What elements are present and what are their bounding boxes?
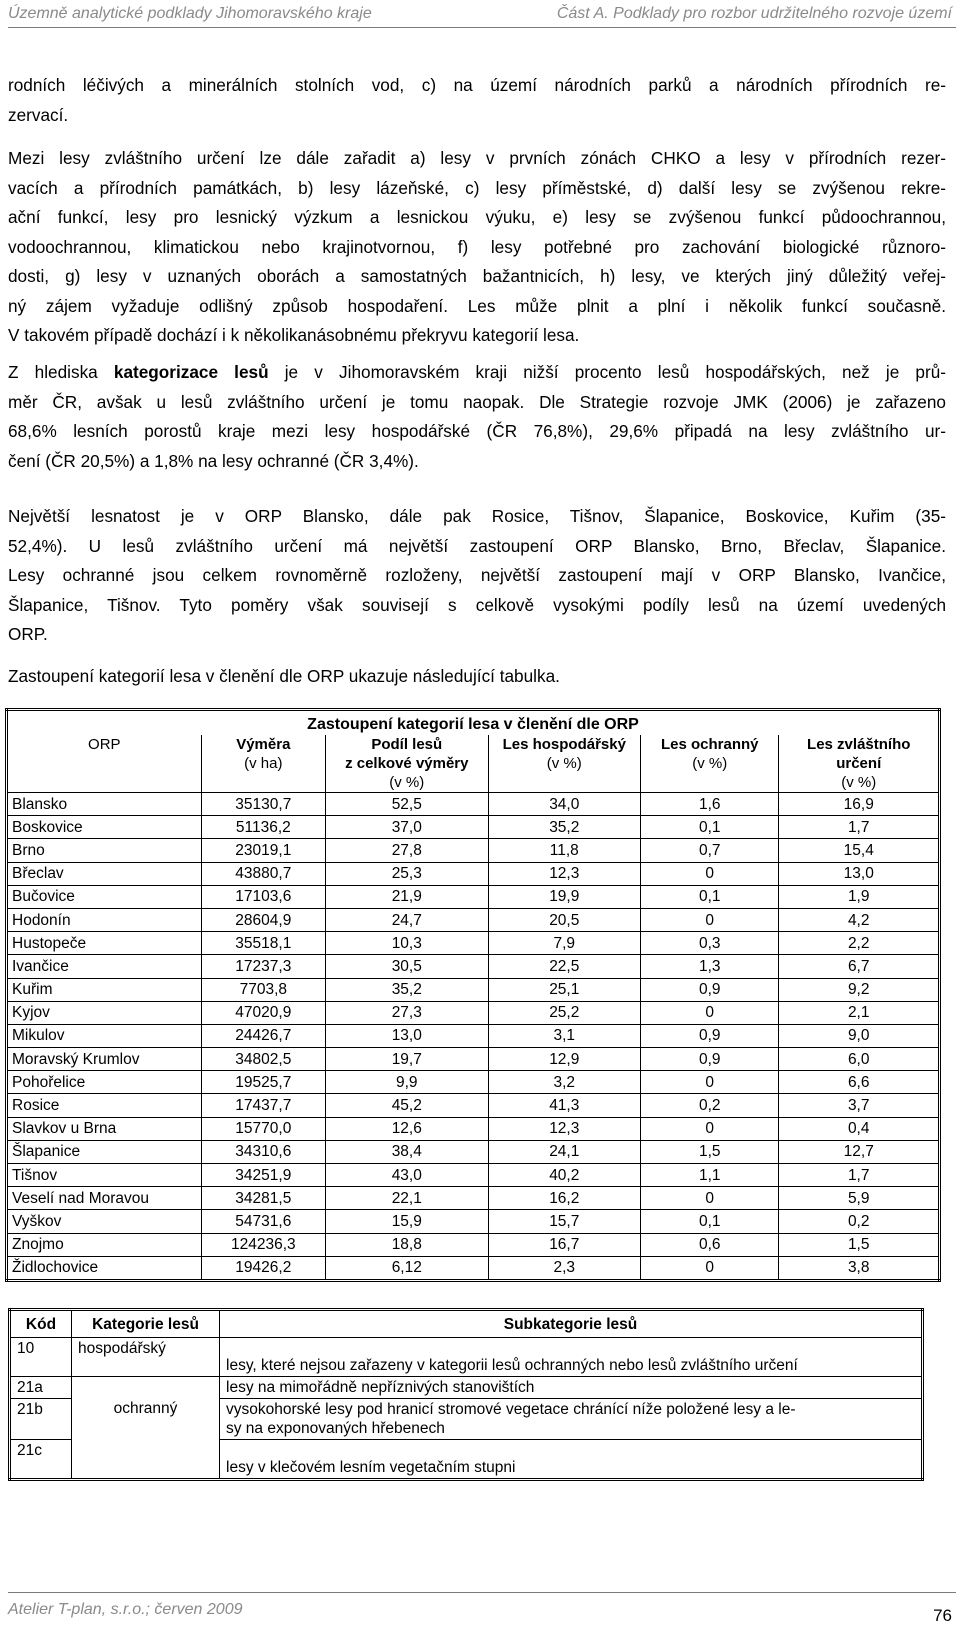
value-cell: 35518,1 bbox=[201, 932, 325, 955]
forest-category-table bbox=[5, 708, 941, 1282]
category-cell: ochranný bbox=[72, 1377, 220, 1480]
value-cell: 30,5 bbox=[326, 955, 489, 978]
text-line bbox=[8, 358, 946, 388]
column-header: Subkategorie lesů bbox=[220, 1310, 923, 1338]
value-cell: 35130,7 bbox=[201, 793, 325, 816]
value-cell: 0,9 bbox=[641, 978, 779, 1001]
paragraph-3 bbox=[8, 358, 946, 476]
footer-left: Atelier T-plan, s.r.o.; červen 2009 bbox=[8, 1601, 243, 1618]
value-cell: 20,5 bbox=[488, 908, 640, 931]
value-cell: 15,4 bbox=[779, 839, 940, 862]
value-cell: 3,7 bbox=[779, 1094, 940, 1117]
table-row bbox=[7, 839, 940, 862]
value-cell: 19,9 bbox=[488, 885, 640, 908]
paragraph-1 bbox=[8, 71, 946, 130]
value-cell: 7703,8 bbox=[201, 978, 325, 1001]
value-cell: 6,6 bbox=[779, 1071, 940, 1094]
text-line: měr ČR, avšak u lesů zvláštního určení je tomu naopak. Dle Strategie rozvoje JMK (2006) je zařazeno bbox=[8, 391, 946, 412]
table-header-row bbox=[10, 1310, 923, 1338]
value-cell: 25,1 bbox=[488, 978, 640, 1001]
value-cell: 0,1 bbox=[641, 1210, 779, 1233]
value-cell: 41,3 bbox=[488, 1094, 640, 1117]
text-line: vodoochrannou, klimatickou nebo krajinotvornou, f) lesy potřebné pro zachování biologické různoro- bbox=[8, 236, 946, 257]
value-cell: 12,3 bbox=[488, 1117, 640, 1140]
column-header-unit: (v %) bbox=[546, 755, 582, 772]
table-row bbox=[7, 978, 940, 1001]
value-cell: 11,8 bbox=[488, 839, 640, 862]
value-cell: 0,1 bbox=[641, 885, 779, 908]
value-cell: 2,3 bbox=[488, 1256, 640, 1280]
column-header-label: Výměra bbox=[236, 736, 291, 753]
orp-name-cell: Znojmo bbox=[7, 1233, 202, 1256]
value-cell: 0,2 bbox=[641, 1094, 779, 1117]
column-header bbox=[779, 735, 940, 793]
value-cell: 15,9 bbox=[326, 1210, 489, 1233]
value-cell: 27,3 bbox=[326, 1001, 489, 1024]
value-cell: 0 bbox=[641, 1117, 779, 1140]
column-header-unit: (v %) bbox=[389, 774, 425, 791]
orp-name-cell: Ivančice bbox=[7, 955, 202, 978]
column-header-label: Podíl lesů bbox=[371, 736, 443, 753]
value-cell: 0,3 bbox=[641, 932, 779, 955]
value-cell: 10,3 bbox=[326, 932, 489, 955]
value-cell: 24426,7 bbox=[201, 1024, 325, 1047]
text-line: sy na exponovaných hřebenech bbox=[226, 1420, 445, 1437]
orp-name-cell: Veselí nad Moravou bbox=[7, 1187, 202, 1210]
value-cell: 19,7 bbox=[326, 1048, 489, 1071]
orp-name-cell: Pohořelice bbox=[7, 1071, 202, 1094]
value-cell: 17103,6 bbox=[201, 885, 325, 908]
orp-name-cell: Břeclav bbox=[7, 862, 202, 885]
orp-name-cell: Hodonín bbox=[7, 908, 202, 931]
subcategory-cell bbox=[220, 1399, 923, 1440]
value-cell: 34281,5 bbox=[201, 1187, 325, 1210]
table-row bbox=[7, 862, 940, 885]
value-cell: 25,3 bbox=[326, 862, 489, 885]
value-cell: 12,3 bbox=[488, 862, 640, 885]
orp-name-cell: Tišnov bbox=[7, 1164, 202, 1187]
orp-name-cell: Kyjov bbox=[7, 1001, 202, 1024]
value-cell: 124236,3 bbox=[201, 1233, 325, 1256]
code-cell: 21a bbox=[10, 1377, 72, 1399]
value-cell: 18,8 bbox=[326, 1233, 489, 1256]
value-cell: 38,4 bbox=[326, 1140, 489, 1163]
value-cell: 0 bbox=[641, 862, 779, 885]
text-line: ORP. bbox=[8, 624, 48, 644]
subcategory-cell: lesy v klečovém lesním vegetačním stupni bbox=[220, 1440, 923, 1480]
value-cell: 43880,7 bbox=[201, 862, 325, 885]
text-run: Z hlediska bbox=[8, 362, 114, 382]
table-row bbox=[7, 908, 940, 931]
column-header bbox=[326, 735, 489, 793]
value-cell: 13,0 bbox=[779, 862, 940, 885]
value-cell: 2,1 bbox=[779, 1001, 940, 1024]
text-line: Lesy ochranné jsou celkem rovnoměrně rozloženy, největší zastoupení mají v ORP Blansko, Ivančice, bbox=[8, 565, 946, 585]
table-row bbox=[7, 1001, 940, 1024]
paragraph-2 bbox=[8, 144, 946, 351]
value-cell: 1,3 bbox=[641, 955, 779, 978]
code-cell: 21c bbox=[10, 1440, 72, 1480]
value-cell: 24,7 bbox=[326, 908, 489, 931]
table-row bbox=[7, 1164, 940, 1187]
orp-name-cell: Brno bbox=[7, 839, 202, 862]
value-cell: 47020,9 bbox=[201, 1001, 325, 1024]
orp-name-cell: Židlochovice bbox=[7, 1256, 202, 1280]
bold-term: kategorizace lesů bbox=[113, 362, 269, 382]
value-cell: 13,0 bbox=[326, 1024, 489, 1047]
value-cell: 0,9 bbox=[641, 1024, 779, 1047]
value-cell: 19525,7 bbox=[201, 1071, 325, 1094]
orp-name-cell: Kuřim bbox=[7, 978, 202, 1001]
value-cell: 15,7 bbox=[488, 1210, 640, 1233]
value-cell: 6,7 bbox=[779, 955, 940, 978]
column-header: Kód bbox=[10, 1310, 72, 1338]
value-cell: 3,1 bbox=[488, 1024, 640, 1047]
table-row bbox=[7, 932, 940, 955]
text-line: Největší lesnatost je v ORP Blansko, dále pak Rosice, Tišnov, Šlapanice, Boskovice, Kuřim (35- bbox=[8, 506, 946, 526]
value-cell: 16,2 bbox=[488, 1187, 640, 1210]
value-cell: 1,9 bbox=[779, 885, 940, 908]
value-cell: 1,7 bbox=[779, 1164, 940, 1187]
value-cell: 12,7 bbox=[779, 1140, 940, 1163]
page-number: 76 bbox=[933, 1606, 952, 1625]
value-cell: 1,7 bbox=[779, 816, 940, 839]
orp-name-cell: Bučovice bbox=[7, 885, 202, 908]
text-line: Mezi lesy zvláštního určení lze dále zařadit a) lesy v prvních zónách CHKO a lesy v přírodních rezer- bbox=[8, 148, 946, 168]
orp-name-cell: Rosice bbox=[7, 1094, 202, 1117]
text-run: je v Jihomoravském kraji nižší procento lesů hospodářských, než je prů- bbox=[268, 362, 946, 382]
value-cell: 0,2 bbox=[779, 1210, 940, 1233]
column-header-label: Les zvláštního bbox=[807, 736, 911, 753]
code-cell: 21b bbox=[10, 1399, 72, 1440]
orp-name-cell: Boskovice bbox=[7, 816, 202, 839]
value-cell: 0 bbox=[641, 1071, 779, 1094]
value-cell: 3,8 bbox=[779, 1256, 940, 1280]
value-cell: 17237,3 bbox=[201, 955, 325, 978]
value-cell: 15770,0 bbox=[201, 1117, 325, 1140]
paragraph-5 bbox=[8, 662, 946, 692]
value-cell: 22,1 bbox=[326, 1187, 489, 1210]
value-cell: 0,7 bbox=[641, 839, 779, 862]
table-row bbox=[7, 816, 940, 839]
value-cell: 0,1 bbox=[641, 816, 779, 839]
orp-name-cell: Blansko bbox=[7, 793, 202, 816]
page-header bbox=[8, 3, 956, 28]
text-line: Šlapanice, Tišnov. Tyto poměry však souvisejí s celkově vysokými podíly lesů na území uvedených bbox=[8, 594, 946, 615]
text-line: Zastoupení kategorií lesa v členění dle ORP ukazuje následující tabulka. bbox=[8, 666, 560, 686]
value-cell: 34802,5 bbox=[201, 1048, 325, 1071]
column-header-unit: (v %) bbox=[692, 755, 728, 772]
orp-name-cell: Moravský Krumlov bbox=[7, 1048, 202, 1071]
value-cell: 23019,1 bbox=[201, 839, 325, 862]
value-cell: 9,0 bbox=[779, 1024, 940, 1047]
value-cell: 6,0 bbox=[779, 1048, 940, 1071]
table-caption: Zastoupení kategorií lesa v členění dle ORP bbox=[7, 710, 940, 736]
value-cell: 7,9 bbox=[488, 932, 640, 955]
table-row bbox=[7, 1024, 940, 1047]
value-cell: 12,9 bbox=[488, 1048, 640, 1071]
value-cell: 0 bbox=[641, 1187, 779, 1210]
text-line: ný zájem vyžaduje odlišný způsob hospodaření. Les může plnit a plní i několik funkcí současně. bbox=[8, 295, 946, 316]
value-cell: 21,9 bbox=[326, 885, 489, 908]
value-cell: 19426,2 bbox=[201, 1256, 325, 1280]
text-line: vysokohorské lesy pod hranicí stromové vegetace chránící níže položené lesy a le- bbox=[226, 1401, 796, 1418]
value-cell: 12,6 bbox=[326, 1117, 489, 1140]
column-header-label: z celkové výměry bbox=[345, 755, 469, 772]
paragraph-4 bbox=[8, 502, 946, 650]
text-line: 68,6% lesních porostů kraje mezi lesy hospodářské (ČR 76,8%), 29,6% připadá na lesy zvláštního ur- bbox=[8, 421, 946, 441]
value-cell: 52,5 bbox=[326, 793, 489, 816]
orp-name-cell: Mikulov bbox=[7, 1024, 202, 1047]
value-cell: 6,12 bbox=[326, 1256, 489, 1280]
orp-name-cell: Slavkov u Brna bbox=[7, 1117, 202, 1140]
value-cell: 0 bbox=[641, 1256, 779, 1280]
subcategory-cell: lesy na mimořádně nepříznivých stanovištích bbox=[220, 1377, 923, 1399]
text-line: vacích a přírodních památkách, b) lesy lázeňské, c) lesy příměstské, d) další lesy se zvýšenou rekre- bbox=[8, 177, 946, 198]
value-cell: 9,9 bbox=[326, 1071, 489, 1094]
value-cell: 37,0 bbox=[326, 816, 489, 839]
table-row bbox=[7, 1210, 940, 1233]
value-cell: 4,2 bbox=[779, 908, 940, 931]
text-line: dosti, g) lesy v uznaných oborách a samostatných bažantnicích, h) lesy, ve kterých jiný důležitý veřej- bbox=[8, 266, 946, 286]
column-header-label: Les hospodářský bbox=[502, 736, 626, 753]
text-line: rodních léčivých a minerálních stolních vod, c) na území národních parků a národních přírodních re- bbox=[8, 75, 946, 95]
value-cell: 0 bbox=[641, 908, 779, 931]
column-header: Kategorie lesů bbox=[72, 1310, 220, 1338]
column-header bbox=[7, 735, 202, 793]
page-footer bbox=[8, 1592, 956, 1625]
table-row bbox=[7, 793, 940, 816]
column-header bbox=[201, 735, 325, 793]
table-row bbox=[7, 1256, 940, 1280]
column-header-label: Les ochranný bbox=[660, 736, 759, 753]
table-header-row bbox=[7, 735, 940, 793]
orp-name-cell: Vyškov bbox=[7, 1210, 202, 1233]
table-row bbox=[7, 1233, 940, 1256]
value-cell: 27,8 bbox=[326, 839, 489, 862]
value-cell: 34310,6 bbox=[201, 1140, 325, 1163]
table-row bbox=[7, 1048, 940, 1071]
column-header-label: ORP bbox=[88, 736, 121, 753]
table-body bbox=[7, 793, 940, 1281]
value-cell: 9,2 bbox=[779, 978, 940, 1001]
table-row bbox=[7, 1071, 940, 1094]
table-row bbox=[10, 1338, 923, 1377]
value-cell: 35,2 bbox=[326, 978, 489, 1001]
column-header bbox=[641, 735, 779, 793]
value-cell: 43,0 bbox=[326, 1164, 489, 1187]
value-cell: 51136,2 bbox=[201, 816, 325, 839]
text-line: 52,4%). U lesů zvláštního určení má největší zastoupení ORP Blansko, Brno, Břeclav, Šlapanice. bbox=[8, 535, 946, 556]
value-cell: 16,9 bbox=[779, 793, 940, 816]
column-header-label: určení bbox=[836, 755, 882, 772]
table-row bbox=[7, 1187, 940, 1210]
value-cell: 0 bbox=[641, 1001, 779, 1024]
value-cell: 22,5 bbox=[488, 955, 640, 978]
value-cell: 54731,6 bbox=[201, 1210, 325, 1233]
header-right: Část A. Podklady pro rozbor udržitelného rozvoje území bbox=[556, 5, 952, 22]
value-cell: 17437,7 bbox=[201, 1094, 325, 1117]
value-cell: 34,0 bbox=[488, 793, 640, 816]
value-cell: 0,4 bbox=[779, 1117, 940, 1140]
value-cell: 40,2 bbox=[488, 1164, 640, 1187]
value-cell: 28604,9 bbox=[201, 908, 325, 931]
category-cell: hospodářský bbox=[72, 1338, 220, 1377]
value-cell: 1,5 bbox=[779, 1233, 940, 1256]
text-line: V takovém případě dochází i k několikanásobnému překryvu kategorií lesa. bbox=[8, 325, 580, 345]
value-cell: 35,2 bbox=[488, 816, 640, 839]
value-cell: 1,5 bbox=[641, 1140, 779, 1163]
value-cell: 2,2 bbox=[779, 932, 940, 955]
value-cell: 24,1 bbox=[488, 1140, 640, 1163]
value-cell: 3,2 bbox=[488, 1071, 640, 1094]
column-header bbox=[488, 735, 640, 793]
value-cell: 45,2 bbox=[326, 1094, 489, 1117]
text-line: čení (ČR 20,5%) a 1,8% na lesy ochranné (ČR 3,4%). bbox=[8, 450, 419, 471]
forest-subcategory-table bbox=[8, 1308, 924, 1481]
value-cell: 0,9 bbox=[641, 1048, 779, 1071]
value-cell: 1,6 bbox=[641, 793, 779, 816]
column-header-unit: (v %) bbox=[841, 774, 877, 791]
subcategory-cell: lesy, které nejsou zařazeny v kategorii lesů ochranných nebo lesů zvláštního určení bbox=[220, 1338, 923, 1377]
orp-name-cell: Hustopeče bbox=[7, 932, 202, 955]
table-row bbox=[7, 1117, 940, 1140]
code-cell: 10 bbox=[10, 1338, 72, 1377]
text-line: zervací. bbox=[8, 104, 69, 125]
table-row bbox=[7, 885, 940, 908]
value-cell: 1,1 bbox=[641, 1164, 779, 1187]
table-row bbox=[10, 1377, 923, 1399]
orp-name-cell: Šlapanice bbox=[7, 1140, 202, 1163]
column-header-unit: (v ha) bbox=[244, 755, 283, 772]
table-row bbox=[7, 955, 940, 978]
value-cell: 0,6 bbox=[641, 1233, 779, 1256]
text-line: ační funkcí, lesy pro lesnický výzkum a lesnickou výuku, e) lesy se zvýšenou funkcí půdoochrannou, bbox=[8, 207, 946, 227]
value-cell: 34251,9 bbox=[201, 1164, 325, 1187]
table-row bbox=[7, 1094, 940, 1117]
value-cell: 25,2 bbox=[488, 1001, 640, 1024]
value-cell: 5,9 bbox=[779, 1187, 940, 1210]
value-cell: 16,7 bbox=[488, 1233, 640, 1256]
table-row bbox=[7, 1140, 940, 1163]
header-left: Územně analytické podklady Jihomoravského kraje bbox=[8, 5, 372, 22]
